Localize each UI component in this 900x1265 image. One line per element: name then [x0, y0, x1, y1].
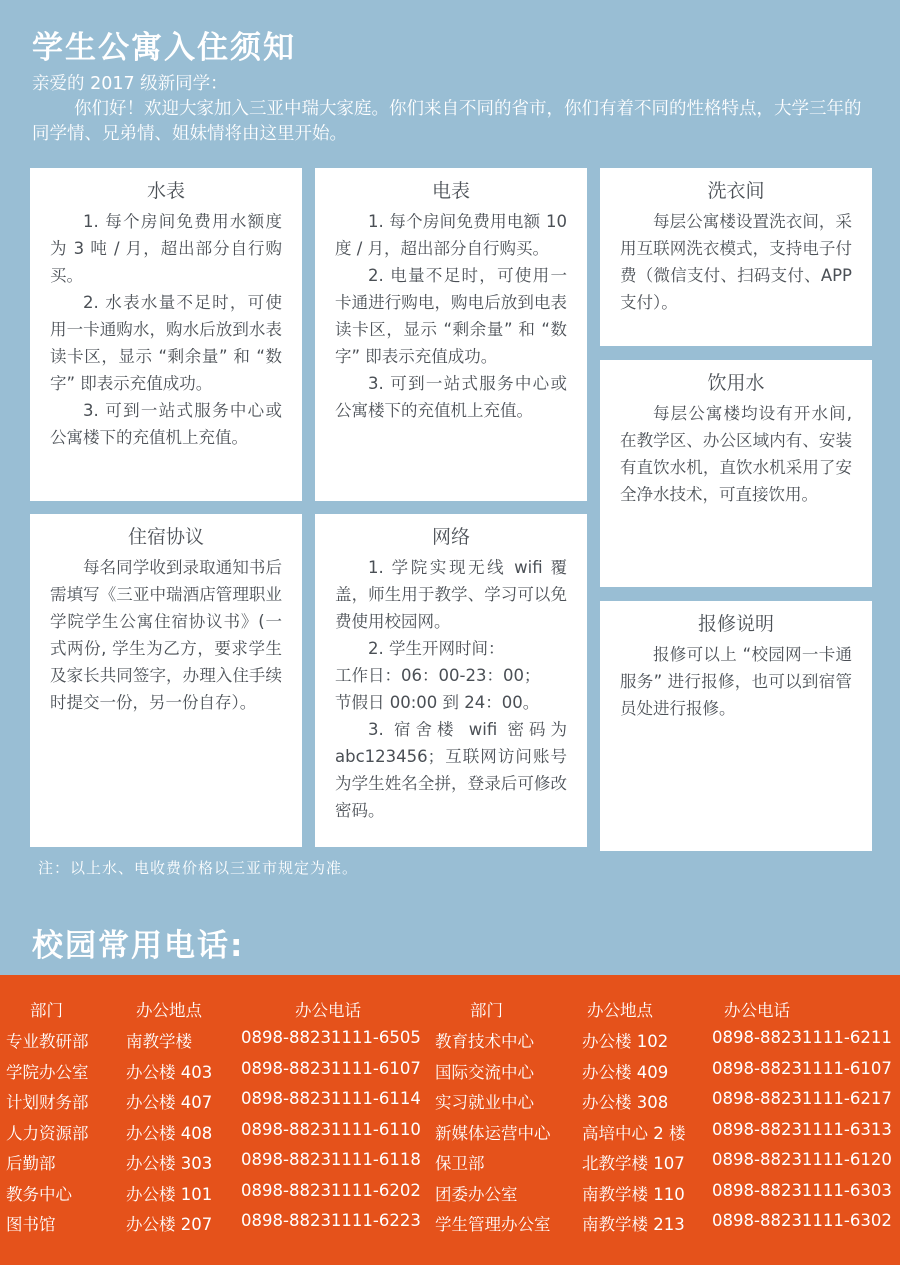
drinking-water-item-1: 每层公寓楼均设有开水间, 在教学区、办公区域内有、安装有直饮水机，直饮水机采用了安全净水技术，可直接饮用。: [620, 404, 852, 504]
laundry-card-title: 洗衣间: [707, 180, 765, 202]
dept-cell: 计划财务部: [6, 1093, 89, 1112]
water-item-1: 1. 每个房间免费用水额度为 3 吨 / 月，超出部分自行购买。: [50, 212, 282, 285]
table-row: [0, 1089, 900, 1119]
network-item-1: 1. 学院实现无线 wifi 覆盖，师生用于教学、学习可以免费使用校园网。: [335, 558, 567, 631]
dept-cell: 保卫部: [435, 1154, 485, 1173]
dept-cell: 后勤部: [6, 1154, 56, 1173]
phone-table: [0, 975, 900, 1265]
dept-cell: 新媒体运营中心: [435, 1124, 551, 1143]
table-row: [0, 1120, 900, 1150]
agreement-item-1: 每名同学收到录取通知书后需填写《三亚中瑞酒店管理职业学院学生公寓住宿协议书》(一式两份, 学生为乙方，要求学生及家长共同签字，办理入住手续时提交一份，另一份自存）。: [50, 558, 282, 712]
network-card-title: 网络: [431, 526, 470, 548]
dept-cell: 团委办公室: [435, 1185, 518, 1204]
phone-cell: 0898-88231111-6118: [241, 1150, 421, 1169]
location-cell: 办公楼 101: [126, 1185, 213, 1204]
phone-cell: 0898-88231111-6107: [712, 1059, 892, 1078]
laundry-card: [600, 168, 872, 346]
location-cell: 办公楼 408: [126, 1124, 213, 1143]
network-item-4: 节假日 00:00 到 24：00。: [335, 693, 540, 712]
water-item-2: 2. 水表水量不足时，可使用一卡通购水，购水后放到水表读卡区，显示 “剩余量” 和 “数字” 即表示充值成功。: [50, 293, 282, 393]
network-item-5: 3. 宿舍楼 wifi 密码为 abc123456；互联网访问账号为学生姓名全拼，登录后可修改密码。: [335, 720, 567, 820]
price-note: 注：以上水、电收费价格以三亚市规定为准。: [38, 859, 359, 877]
page-title: 学生公寓入住须知: [32, 30, 296, 66]
drinking-water-card: [600, 360, 872, 587]
repair-card: [600, 601, 872, 851]
dept-cell: 人力资源部: [6, 1124, 89, 1143]
electric-item-1: 1. 每个房间免费用电额 10 度 / 月，超出部分自行购买。: [335, 212, 567, 258]
drinking-water-card-title: 饮用水: [707, 372, 765, 394]
electric-item-3: 3. 可到一站式服务中心或公寓楼下的充值机上充值。: [335, 374, 567, 420]
phone-table-header: [0, 997, 900, 1027]
dept-cell: 学生管理办公室: [435, 1215, 551, 1234]
electric-item-2: 2. 电量不足时，可使用一卡通进行购电，购电后放到电表读卡区，显示 “剩余量” 和 “数字” 即表示充值成功。: [335, 266, 567, 366]
phone-cell: 0898-88231111-6223: [241, 1211, 421, 1230]
repair-item-1: 报修可以上 “校园网一卡通服务” 进行报修，也可以到宿管员处进行报修。: [620, 645, 852, 718]
dept-cell: 教育技术中心: [435, 1032, 534, 1051]
intro: [32, 72, 872, 147]
location-cell: 北教学楼 107: [582, 1154, 685, 1173]
location-cell: 办公楼 207: [126, 1215, 213, 1234]
intro-greeting: 亲爱的 2017 级新同学：: [32, 74, 228, 94]
phone-cell: 0898-88231111-6303: [712, 1181, 892, 1200]
phone-cell: 0898-88231111-6302: [712, 1211, 892, 1230]
network-card: [315, 514, 587, 847]
dept-cell: 国际交流中心: [435, 1063, 534, 1082]
header-location: 办公地点: [136, 1001, 202, 1020]
location-cell: 办公楼 308: [582, 1093, 669, 1112]
phone-cell: 0898-88231111-6120: [712, 1150, 892, 1169]
water-card: [30, 168, 302, 501]
table-row: [0, 1059, 900, 1089]
table-row: [0, 1211, 900, 1241]
dept-cell: 学院办公室: [6, 1063, 89, 1082]
location-cell: 南教学楼 213: [582, 1215, 685, 1234]
agreement-card-title: 住宿协议: [127, 526, 204, 548]
location-cell: 办公楼 303: [126, 1154, 213, 1173]
table-row: [0, 1150, 900, 1180]
network-item-3: 工作日：06：00-23：00；: [335, 666, 541, 685]
water-item-3: 3. 可到一站式服务中心或公寓楼下的充值机上充值。: [50, 401, 282, 447]
phone-cell: 0898-88231111-6313: [712, 1120, 892, 1139]
water-card-title: 水表: [146, 180, 185, 202]
phone-cell: 0898-88231111-6505: [241, 1028, 421, 1047]
dept-cell: 实习就业中心: [435, 1093, 534, 1112]
laundry-item-1: 每层公寓楼设置洗衣间，采用互联网洗衣模式，支持电子付费（微信支付、扫码支付、APP 支付）。: [620, 212, 852, 312]
network-item-2: 2. 学生开网时间：: [368, 639, 505, 658]
intro-body: 你们好！欢迎大家加入三亚中瑞大家庭。你们来自不同的省市，你们有着不同的性格特点，大学三年的同学情、兄弟情、姐妹情将由这里开始。: [32, 99, 862, 144]
header-dept: 部门: [30, 1001, 63, 1020]
table-row: [0, 1028, 900, 1058]
electric-card-title: 电表: [431, 180, 470, 202]
location-cell: 办公楼 407: [126, 1093, 213, 1112]
dept-cell: 专业教研部: [6, 1032, 89, 1051]
header-dept: 部门: [470, 1001, 503, 1020]
header-location: 办公地点: [587, 1001, 653, 1020]
header-phone: 办公电话: [295, 1001, 361, 1020]
phone-cell: 0898-88231111-6211: [712, 1028, 892, 1047]
location-cell: 办公楼 403: [126, 1063, 213, 1082]
location-cell: 办公楼 409: [582, 1063, 669, 1082]
location-cell: 高培中心 2 楼: [582, 1124, 686, 1143]
dept-cell: 教务中心: [6, 1185, 72, 1204]
electric-card: [315, 168, 587, 501]
phone-cell: 0898-88231111-6107: [241, 1059, 421, 1078]
location-cell: 南教学楼: [126, 1032, 192, 1051]
phone-cell: 0898-88231111-6217: [712, 1089, 892, 1108]
location-cell: 办公楼 102: [582, 1032, 669, 1051]
agreement-card: [30, 514, 302, 847]
location-cell: 南教学楼 110: [582, 1185, 685, 1204]
table-row: [0, 1181, 900, 1211]
phone-section-title: 校园常用电话:: [32, 928, 245, 964]
phone-cell: 0898-88231111-6114: [241, 1089, 421, 1108]
phone-cell: 0898-88231111-6110: [241, 1120, 421, 1139]
phone-cell: 0898-88231111-6202: [241, 1181, 421, 1200]
repair-card-title: 报修说明: [697, 613, 774, 635]
dept-cell: 图书馆: [6, 1215, 56, 1234]
header-phone: 办公电话: [724, 1001, 790, 1020]
